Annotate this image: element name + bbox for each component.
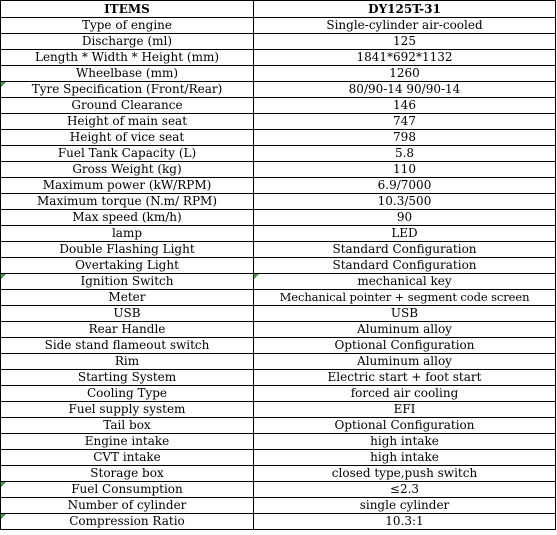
row-value: 747 — [254, 114, 556, 130]
table-row — [1, 290, 556, 306]
table-row — [1, 162, 556, 178]
row-item-text: Fuel Consumption — [71, 482, 183, 496]
table-row — [1, 98, 556, 114]
row-item-label: Length * Width * Height (mm) — [1, 50, 254, 66]
row-value: USB — [254, 306, 556, 322]
row-value: ≤2.3 — [254, 482, 556, 498]
row-value: 90 — [254, 210, 556, 226]
row-item-label: Height of vice seat — [1, 130, 254, 146]
row-value: forced air cooling — [254, 386, 556, 402]
note-marker — [254, 274, 259, 279]
table-header-row — [1, 1, 556, 18]
row-item-label: CVT intake — [1, 450, 254, 466]
table-row — [1, 178, 556, 194]
table-row — [1, 338, 556, 354]
row-value: Aluminum alloy — [254, 322, 556, 338]
table-row — [1, 194, 556, 210]
row-item-label: Meter — [1, 290, 254, 306]
row-item-label: Rim — [1, 354, 254, 370]
row-item-label: Height of main seat — [1, 114, 254, 130]
table-row — [1, 322, 556, 338]
row-value: Aluminum alloy — [254, 354, 556, 370]
row-item-label — [1, 82, 254, 98]
table-row — [1, 18, 556, 34]
row-item-label: USB — [1, 306, 254, 322]
table-row — [1, 226, 556, 242]
row-value: 10.3/500 — [254, 194, 556, 210]
row-item-label: Wheelbase (mm) — [1, 66, 254, 82]
row-item-text: Tyre Specification (Front/Rear) — [31, 82, 223, 96]
table-row — [1, 210, 556, 226]
row-item-label: Max speed (km/h) — [1, 210, 254, 226]
row-item-label — [1, 514, 254, 530]
table-row — [1, 114, 556, 130]
row-item-label: Storage box — [1, 466, 254, 482]
specification-rows — [1, 18, 556, 530]
table-row — [1, 434, 556, 450]
table-row — [1, 450, 556, 466]
table-row — [1, 354, 556, 370]
row-item-text: Compression Ratio — [69, 514, 185, 528]
row-item-label: Starting System — [1, 370, 254, 386]
row-item-label: Fuel Tank Capacity (L) — [1, 146, 254, 162]
row-item-text: Ignition Switch — [80, 274, 174, 288]
row-item-label: Number of cylinder — [1, 498, 254, 514]
table-row — [1, 258, 556, 274]
row-value: closed type,push switch — [254, 466, 556, 482]
items-column-header: ITEMS — [1, 1, 254, 18]
row-value: 10.3:1 — [254, 514, 556, 530]
table-row — [1, 130, 556, 146]
row-value: Standard Configuration — [254, 242, 556, 258]
row-value: high intake — [254, 450, 556, 466]
table-row — [1, 82, 556, 98]
table-row — [1, 482, 556, 498]
row-value: 6.9/7000 — [254, 178, 556, 194]
row-item-label: Cooling Type — [1, 386, 254, 402]
table-row — [1, 370, 556, 386]
row-value: Standard Configuration — [254, 258, 556, 274]
row-item-label: Type of engine — [1, 18, 254, 34]
row-item-label: Fuel supply system — [1, 402, 254, 418]
row-value — [254, 274, 556, 290]
row-value: 5.8 — [254, 146, 556, 162]
note-marker — [1, 274, 6, 279]
note-marker — [1, 482, 6, 487]
table-row — [1, 418, 556, 434]
row-value: EFI — [254, 402, 556, 418]
row-item-label: Maximum torque (N.m/ RPM) — [1, 194, 254, 210]
row-value: high intake — [254, 434, 556, 450]
row-value: 1841*692*1132 — [254, 50, 556, 66]
table-row — [1, 498, 556, 514]
row-item-label — [1, 482, 254, 498]
row-value: single cylinder — [254, 498, 556, 514]
row-value: LED — [254, 226, 556, 242]
row-value: 146 — [254, 98, 556, 114]
row-value: 80/90-14 90/90-14 — [254, 82, 556, 98]
row-item-label: Double Flashing Light — [1, 242, 254, 258]
table-row — [1, 242, 556, 258]
row-item-label: Overtaking Light — [1, 258, 254, 274]
table-row — [1, 402, 556, 418]
row-value-text: mechanical key — [357, 274, 452, 288]
row-item-label: Engine intake — [1, 434, 254, 450]
row-value: Optional Configuration — [254, 338, 556, 354]
row-item-label — [1, 274, 254, 290]
row-value: 110 — [254, 162, 556, 178]
table-row — [1, 274, 556, 290]
table-row — [1, 146, 556, 162]
table-row — [1, 514, 556, 530]
note-marker — [1, 514, 6, 519]
row-item-label: lamp — [1, 226, 254, 242]
row-item-label: Discharge (ml) — [1, 34, 254, 50]
note-marker — [1, 82, 6, 87]
table-row — [1, 386, 556, 402]
row-item-label: Gross Weight (kg) — [1, 162, 254, 178]
model-column-header: DY125T-31 — [254, 1, 556, 18]
row-value: Single-cylinder air-cooled — [254, 18, 556, 34]
row-value: 1260 — [254, 66, 556, 82]
table-row — [1, 306, 556, 322]
table-row — [1, 66, 556, 82]
row-item-label: Maximum power (kW/RPM) — [1, 178, 254, 194]
row-item-label: Rear Handle — [1, 322, 254, 338]
row-item-label: Side stand flameout switch — [1, 338, 254, 354]
row-value: 798 — [254, 130, 556, 146]
table-row — [1, 466, 556, 482]
table-row — [1, 34, 556, 50]
row-item-label: Ground Clearance — [1, 98, 254, 114]
row-item-label: Tail box — [1, 418, 254, 434]
row-value: Optional Configuration — [254, 418, 556, 434]
row-value: Mechanical pointer + segment code screen — [254, 290, 556, 306]
row-value: 125 — [254, 34, 556, 50]
table-row — [1, 50, 556, 66]
row-value: Electric start + foot start — [254, 370, 556, 386]
